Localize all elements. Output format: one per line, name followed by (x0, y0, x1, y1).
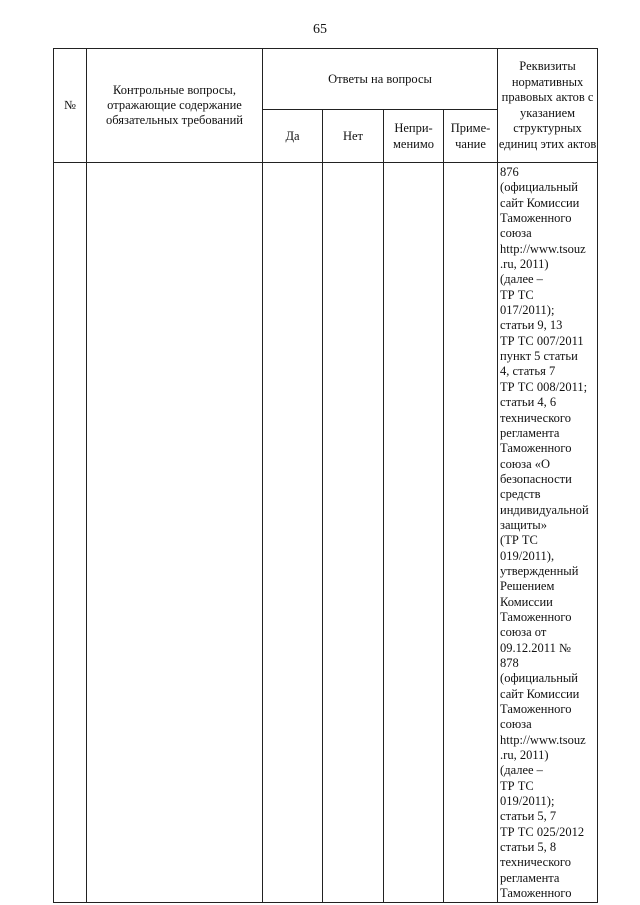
cell-question (87, 163, 263, 903)
cell-no (323, 163, 384, 903)
header-no: Нет (323, 110, 384, 163)
header-note: Приме- чание (444, 110, 498, 163)
requisites-text: 876 (официальный сайт Комиссии Таможенного союза http://www.tsouz .ru, 2011) (далее – ТР ТС 017/2011); статьи 9, 13 ТР ТС 007/2011 пункт 5 статьи 4, статья 7 ТР ТС 008/2011; статьи 4, 6 технического регламента Таможенного союза «О безопасности средств индивидуальной защиты» (ТР ТС 019/2011), утвержденный Решением Комиссии Таможенного союза от 09.12.2011 № 878 (официальный сайт Комиссии Таможенного союза http://www.tsouz .ru, 2011) (далее – ТР ТС 019/2011); статьи 5, 7 ТР ТС 025/2012 статьи 5, 8 технического регламента Таможенного (500, 165, 589, 901)
checklist-table (53, 48, 598, 903)
header-answers: Ответы на вопросы (263, 49, 498, 110)
header-requisites: Реквизиты нормативных правовых актов с указанием структурных единиц этих актов (498, 49, 598, 163)
header-yes: Да (263, 110, 323, 163)
cell-number (54, 163, 87, 903)
cell-yes (263, 163, 323, 903)
cell-not-applicable (384, 163, 444, 903)
table-row (54, 163, 598, 903)
cell-requisites (498, 163, 598, 903)
header-row (54, 49, 598, 110)
header-not-applicable: Непри- менимо (384, 110, 444, 163)
page-number: 65 (313, 22, 327, 37)
header-questions: Контрольные вопросы, отражающие содержание обязательных требований (87, 49, 263, 163)
header-number: № (54, 49, 87, 163)
cell-note (444, 163, 498, 903)
